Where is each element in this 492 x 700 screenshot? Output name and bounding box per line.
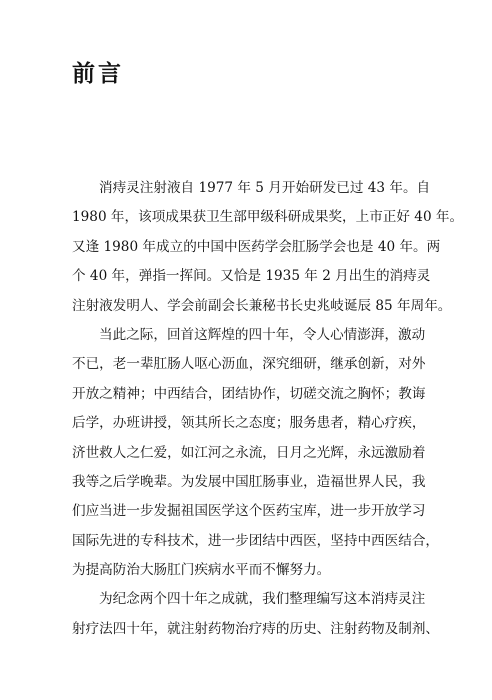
text-line: 1980 年，该项成果获卫生部甲级科研成果奖，上市正好 40 年。 [72, 209, 464, 226]
page-title: 前言 [72, 60, 124, 87]
text-line: 不已，老一辈肛肠人呕心沥血，深究细研，继承创新，对外 [72, 356, 426, 373]
text-line: 们应当进一步发掘祖国医学这个医药宝库，进一步开放学习 [72, 503, 426, 520]
text-line: 为纪念两个四十年之成就，我们整理编写这本消痔灵注 [99, 591, 426, 608]
text-line: 注射液发明人、学会前副会长兼秘书长史兆岐诞辰 85 年周年。 [72, 297, 452, 314]
text-line: 我等之后学晚辈。为发展中国肛肠事业，造福世界人民，我 [72, 473, 426, 490]
text-line: 开放之精神；中西结合，团结协作，切磋交流之胸怀；教诲 [72, 385, 426, 402]
text-line: 消痔灵注射液自 1977 年 5 月开始研发已过 43 年。自 [99, 180, 431, 196]
text-line: 国际先进的专科技术，进一步团结中西医，坚持中西医结合， [72, 532, 440, 549]
text-line: 后学，办班讲授，领其所长之态度；服务患者，精心疗疾， [72, 415, 426, 432]
body-text [72, 174, 464, 644]
text-line: 射疗法四十年，就注射药物治疗痔的历史、注射药物及制剂、 [72, 620, 440, 637]
text-line: 为提高防治大肠肛门疾病水平而不懈努力。 [72, 562, 331, 579]
text-line: 又逢 1980 年成立的中国中医药学会肛肠学会也是 40 年。两 [72, 238, 441, 255]
text-line: 当此之际，回首这辉煌的四十年，令人心情澎湃，激动 [99, 326, 426, 343]
text-line: 个 40 年，弹指一挥间。又恰是 1935 年 2 月出生的消痔灵 [72, 268, 431, 285]
text-line: 济世救人之仁爱，如江河之永流，日月之光辉，永远激励着 [72, 444, 426, 461]
